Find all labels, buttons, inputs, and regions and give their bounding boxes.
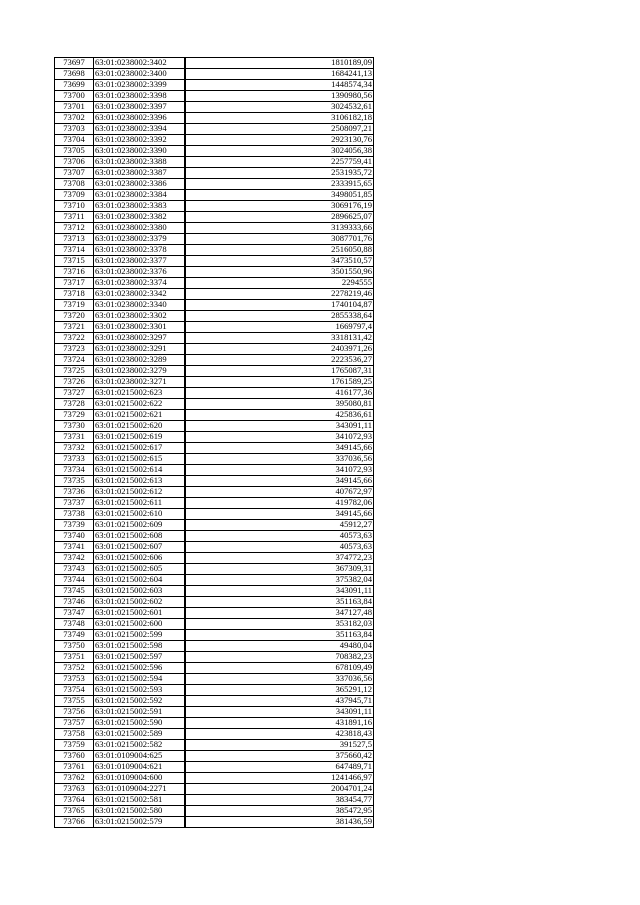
cadastral-number-cell: 63:01:0215002:605 xyxy=(94,564,185,575)
cadastral-value-cell: 49480,04 xyxy=(185,641,374,652)
cadastral-number-cell: 63:01:0109004:600 xyxy=(94,773,185,784)
cadastral-number-cell: 63:01:0238002:3380 xyxy=(94,223,185,234)
cadastral-value-cell: 2004701,24 xyxy=(185,784,374,795)
cadastral-number-cell: 63:01:0215002:600 xyxy=(94,619,185,630)
cadastral-number-cell: 63:01:0238002:3400 xyxy=(94,69,185,80)
table-row xyxy=(55,498,374,509)
table-row xyxy=(55,685,374,696)
row-number-cell: 73710 xyxy=(55,201,94,212)
row-number-cell: 73749 xyxy=(55,630,94,641)
row-number-cell: 73761 xyxy=(55,762,94,773)
cadastral-number-cell: 63:01:0215002:598 xyxy=(94,641,185,652)
table-row xyxy=(55,58,374,69)
cadastral-value-cell: 343091,11 xyxy=(185,586,374,597)
cadastral-number-cell: 63:01:0215002:623 xyxy=(94,388,185,399)
table-row xyxy=(55,146,374,157)
cadastral-value-cell: 341072,93 xyxy=(185,465,374,476)
table-row xyxy=(55,267,374,278)
row-number-cell: 73732 xyxy=(55,443,94,454)
cadastral-number-cell: 63:01:0238002:3384 xyxy=(94,190,185,201)
cadastral-value-cell: 383454,77 xyxy=(185,795,374,806)
cadastral-number-cell: 63:01:0215002:592 xyxy=(94,696,185,707)
cadastral-number-cell: 63:01:0238002:3376 xyxy=(94,267,185,278)
cadastral-value-cell: 2855338,64 xyxy=(185,311,374,322)
table-row xyxy=(55,113,374,124)
table-row xyxy=(55,751,374,762)
row-number-cell: 73743 xyxy=(55,564,94,575)
cadastral-value-cell: 2896625,07 xyxy=(185,212,374,223)
table-row xyxy=(55,784,374,795)
table-row xyxy=(55,179,374,190)
cadastral-number-cell: 63:01:0215002:594 xyxy=(94,674,185,685)
cadastral-value-cell: 2278219,46 xyxy=(185,289,374,300)
cadastral-number-cell: 63:01:0215002:599 xyxy=(94,630,185,641)
cadastral-number-cell: 63:01:0238002:3302 xyxy=(94,311,185,322)
cadastral-number-cell: 63:01:0238002:3342 xyxy=(94,289,185,300)
cadastral-number-cell: 63:01:0238002:3402 xyxy=(94,58,185,69)
cadastral-value-cell: 425836,61 xyxy=(185,410,374,421)
cadastral-value-cell: 647489,71 xyxy=(185,762,374,773)
table-row xyxy=(55,531,374,542)
row-number-cell: 73719 xyxy=(55,300,94,311)
cadastral-value-cell: 2223536,27 xyxy=(185,355,374,366)
row-number-cell: 73730 xyxy=(55,421,94,432)
cadastral-number-cell: 63:01:0238002:3397 xyxy=(94,102,185,113)
cadastral-value-cell: 351163,84 xyxy=(185,630,374,641)
cadastral-number-cell: 63:01:0215002:607 xyxy=(94,542,185,553)
table-row xyxy=(55,289,374,300)
table-row xyxy=(55,410,374,421)
cadastral-value-cell: 1448574,34 xyxy=(185,80,374,91)
cadastral-value-cell: 423818,43 xyxy=(185,729,374,740)
row-number-cell: 73715 xyxy=(55,256,94,267)
row-number-cell: 73745 xyxy=(55,586,94,597)
cadastral-number-cell: 63:01:0238002:3340 xyxy=(94,300,185,311)
cadastral-number-cell: 63:01:0215002:590 xyxy=(94,718,185,729)
row-number-cell: 73754 xyxy=(55,685,94,696)
table-row xyxy=(55,454,374,465)
row-number-cell: 73756 xyxy=(55,707,94,718)
table-row xyxy=(55,465,374,476)
row-number-cell: 73720 xyxy=(55,311,94,322)
row-number-cell: 73765 xyxy=(55,806,94,817)
cadastral-number-cell: 63:01:0215002:580 xyxy=(94,806,185,817)
cadastral-value-cell: 375382,04 xyxy=(185,575,374,586)
cadastral-value-cell: 349145,66 xyxy=(185,476,374,487)
table-row xyxy=(55,377,374,388)
cadastral-value-cell: 391527,5 xyxy=(185,740,374,751)
cadastral-number-cell: 63:01:0215002:614 xyxy=(94,465,185,476)
table-row xyxy=(55,234,374,245)
cadastral-value-cell: 2403971,26 xyxy=(185,344,374,355)
row-number-cell: 73748 xyxy=(55,619,94,630)
cadastral-value-cell: 385472,95 xyxy=(185,806,374,817)
table-row xyxy=(55,201,374,212)
cadastral-value-cell: 2333915,65 xyxy=(185,179,374,190)
cadastral-value-cell: 347127,48 xyxy=(185,608,374,619)
cadastral-number-cell: 63:01:0238002:3388 xyxy=(94,157,185,168)
cadastral-value-cell: 416177,36 xyxy=(185,388,374,399)
cadastral-value-cell: 1740104,87 xyxy=(185,300,374,311)
cadastral-number-cell: 63:01:0238002:3386 xyxy=(94,179,185,190)
table-row xyxy=(55,168,374,179)
table-row xyxy=(55,399,374,410)
cadastral-value-cell: 343091,11 xyxy=(185,421,374,432)
cadastral-value-cell: 353182,03 xyxy=(185,619,374,630)
cadastral-value-cell: 351163,84 xyxy=(185,597,374,608)
table-row xyxy=(55,817,374,828)
row-number-cell: 73763 xyxy=(55,784,94,795)
cadastral-number-cell: 63:01:0215002:591 xyxy=(94,707,185,718)
cadastral-number-cell: 63:01:0238002:3297 xyxy=(94,333,185,344)
table-row xyxy=(55,355,374,366)
row-number-cell: 73758 xyxy=(55,729,94,740)
row-number-cell: 73698 xyxy=(55,69,94,80)
row-number-cell: 73727 xyxy=(55,388,94,399)
cadastral-number-cell: 63:01:0215002:604 xyxy=(94,575,185,586)
row-number-cell: 73751 xyxy=(55,652,94,663)
row-number-cell: 73703 xyxy=(55,124,94,135)
cadastral-number-cell: 63:01:0215002:582 xyxy=(94,740,185,751)
cadastral-number-cell: 63:01:0109004:625 xyxy=(94,751,185,762)
table-row xyxy=(55,674,374,685)
cadastral-number-cell: 63:01:0215002:597 xyxy=(94,652,185,663)
cadastral-number-cell: 63:01:0238002:3383 xyxy=(94,201,185,212)
cadastral-value-cell: 40573,63 xyxy=(185,531,374,542)
cadastral-value-cell: 365291,12 xyxy=(185,685,374,696)
cadastral-value-cell: 2531935,72 xyxy=(185,168,374,179)
cadastral-value-cell: 343091,11 xyxy=(185,707,374,718)
cadastral-value-cell: 1390980,56 xyxy=(185,91,374,102)
row-number-cell: 73757 xyxy=(55,718,94,729)
table-row xyxy=(55,729,374,740)
cadastral-value-cell: 419782,06 xyxy=(185,498,374,509)
cadastral-value-cell: 395080,81 xyxy=(185,399,374,410)
table-row xyxy=(55,388,374,399)
row-number-cell: 73712 xyxy=(55,223,94,234)
cadastral-value-cell: 3501550,96 xyxy=(185,267,374,278)
row-number-cell: 73746 xyxy=(55,597,94,608)
table-row xyxy=(55,553,374,564)
table-row xyxy=(55,773,374,784)
table-row xyxy=(55,157,374,168)
cadastral-value-cell: 1761589,25 xyxy=(185,377,374,388)
cadastral-value-cell: 3087701,76 xyxy=(185,234,374,245)
row-number-cell: 73740 xyxy=(55,531,94,542)
row-number-cell: 73759 xyxy=(55,740,94,751)
cadastral-number-cell: 63:01:0238002:3374 xyxy=(94,278,185,289)
cadastral-value-cell: 407672,97 xyxy=(185,487,374,498)
cadastral-value-cell: 3473510,57 xyxy=(185,256,374,267)
cadastral-value-cell: 341072,93 xyxy=(185,432,374,443)
cadastral-number-cell: 63:01:0215002:602 xyxy=(94,597,185,608)
cadastral-value-cell: 349145,66 xyxy=(185,509,374,520)
table-row xyxy=(55,344,374,355)
cadastral-number-cell: 63:01:0215002:612 xyxy=(94,487,185,498)
row-number-cell: 73716 xyxy=(55,267,94,278)
row-number-cell: 73734 xyxy=(55,465,94,476)
row-number-cell: 73704 xyxy=(55,135,94,146)
table-row xyxy=(55,641,374,652)
row-number-cell: 73714 xyxy=(55,245,94,256)
cadastral-number-cell: 63:01:0215002:609 xyxy=(94,520,185,531)
cadastral-value-cell: 437945,71 xyxy=(185,696,374,707)
cadastral-number-cell: 63:01:0238002:3289 xyxy=(94,355,185,366)
row-number-cell: 73700 xyxy=(55,91,94,102)
cadastral-number-cell: 63:01:0238002:3291 xyxy=(94,344,185,355)
cadastral-number-cell: 63:01:0215002:601 xyxy=(94,608,185,619)
table-row xyxy=(55,102,374,113)
row-number-cell: 73733 xyxy=(55,454,94,465)
table-row xyxy=(55,707,374,718)
cadastral-value-cell: 367309,31 xyxy=(185,564,374,575)
cadastral-value-cell: 375660,42 xyxy=(185,751,374,762)
row-number-cell: 73760 xyxy=(55,751,94,762)
row-number-cell: 73738 xyxy=(55,509,94,520)
cadastral-value-cell: 1810189,09 xyxy=(185,58,374,69)
table-row xyxy=(55,212,374,223)
row-number-cell: 73707 xyxy=(55,168,94,179)
table-row xyxy=(55,256,374,267)
cadastral-number-cell: 63:01:0215002:589 xyxy=(94,729,185,740)
table-row xyxy=(55,80,374,91)
cadastral-number-cell: 63:01:0238002:3392 xyxy=(94,135,185,146)
row-number-cell: 73724 xyxy=(55,355,94,366)
row-number-cell: 73721 xyxy=(55,322,94,333)
cadastral-number-cell: 63:01:0215002:615 xyxy=(94,454,185,465)
row-number-cell: 73742 xyxy=(55,553,94,564)
table-row xyxy=(55,300,374,311)
table-row xyxy=(55,564,374,575)
cadastral-value-cell: 3318131,42 xyxy=(185,333,374,344)
row-number-cell: 73764 xyxy=(55,795,94,806)
table-row xyxy=(55,135,374,146)
cadastral-number-cell: 63:01:0215002:610 xyxy=(94,509,185,520)
row-number-cell: 73706 xyxy=(55,157,94,168)
row-number-cell: 73766 xyxy=(55,817,94,828)
row-number-cell: 73723 xyxy=(55,344,94,355)
cadastral-number-cell: 63:01:0238002:3390 xyxy=(94,146,185,157)
table-row xyxy=(55,575,374,586)
cadastral-number-cell: 63:01:0238002:3301 xyxy=(94,322,185,333)
cadastral-number-cell: 63:01:0238002:3378 xyxy=(94,245,185,256)
table-row xyxy=(55,663,374,674)
row-number-cell: 73762 xyxy=(55,773,94,784)
cadastral-value-cell: 3106182,18 xyxy=(185,113,374,124)
table-row xyxy=(55,223,374,234)
table-row xyxy=(55,718,374,729)
cadastral-number-cell: 63:01:0215002:613 xyxy=(94,476,185,487)
row-number-cell: 73737 xyxy=(55,498,94,509)
table-row xyxy=(55,696,374,707)
cadastral-value-cell: 1669797,4 xyxy=(185,322,374,333)
row-number-cell: 73711 xyxy=(55,212,94,223)
row-number-cell: 73708 xyxy=(55,179,94,190)
row-number-cell: 73735 xyxy=(55,476,94,487)
cadastral-number-cell: 63:01:0238002:3379 xyxy=(94,234,185,245)
row-number-cell: 73697 xyxy=(55,58,94,69)
cadastral-number-cell: 63:01:0238002:3387 xyxy=(94,168,185,179)
row-number-cell: 73750 xyxy=(55,641,94,652)
row-number-cell: 73705 xyxy=(55,146,94,157)
cadastral-number-cell: 63:01:0215002:593 xyxy=(94,685,185,696)
row-number-cell: 73729 xyxy=(55,410,94,421)
cadastral-number-cell: 63:01:0238002:3394 xyxy=(94,124,185,135)
cadastral-number-cell: 63:01:0109004:2271 xyxy=(94,784,185,795)
cadastral-number-cell: 63:01:0215002:620 xyxy=(94,421,185,432)
table-row xyxy=(55,762,374,773)
cadastral-value-cell: 1241466,97 xyxy=(185,773,374,784)
row-number-cell: 73739 xyxy=(55,520,94,531)
table-row xyxy=(55,366,374,377)
table-row xyxy=(55,520,374,531)
cadastral-number-cell: 63:01:0238002:3399 xyxy=(94,80,185,91)
row-number-cell: 73699 xyxy=(55,80,94,91)
table-row xyxy=(55,91,374,102)
table-row xyxy=(55,608,374,619)
cadastral-number-cell: 63:01:0238002:3279 xyxy=(94,366,185,377)
row-number-cell: 73701 xyxy=(55,102,94,113)
cadastral-number-cell: 63:01:0109004:621 xyxy=(94,762,185,773)
row-number-cell: 73752 xyxy=(55,663,94,674)
table-row xyxy=(55,443,374,454)
row-number-cell: 73731 xyxy=(55,432,94,443)
table-row xyxy=(55,740,374,751)
cadastral-number-cell: 63:01:0215002:611 xyxy=(94,498,185,509)
table-row xyxy=(55,806,374,817)
table-row xyxy=(55,333,374,344)
row-number-cell: 73755 xyxy=(55,696,94,707)
table-row xyxy=(55,421,374,432)
table-row xyxy=(55,652,374,663)
row-number-cell: 73718 xyxy=(55,289,94,300)
cadastral-value-cell: 708382,23 xyxy=(185,652,374,663)
cadastral-value-cell: 3024056,38 xyxy=(185,146,374,157)
cadastral-value-cell: 1684241,13 xyxy=(185,69,374,80)
cadastral-number-cell: 63:01:0215002:622 xyxy=(94,399,185,410)
table-row xyxy=(55,487,374,498)
cadastral-value-cell: 3024532,61 xyxy=(185,102,374,113)
cadastral-value-cell: 1765087,31 xyxy=(185,366,374,377)
cadastral-value-cell: 431891,16 xyxy=(185,718,374,729)
table-row xyxy=(55,509,374,520)
table-row xyxy=(55,630,374,641)
cadastral-number-cell: 63:01:0215002:619 xyxy=(94,432,185,443)
cadastral-value-cell: 40573,63 xyxy=(185,542,374,553)
cadastral-value-cell: 3069176,19 xyxy=(185,201,374,212)
cadastral-value-cell: 2257759,41 xyxy=(185,157,374,168)
cadastral-value-cell: 337036,56 xyxy=(185,454,374,465)
table-row xyxy=(55,586,374,597)
table-row xyxy=(55,619,374,630)
cadastral-value-cell: 45912,27 xyxy=(185,520,374,531)
cadastral-number-cell: 63:01:0215002:621 xyxy=(94,410,185,421)
cadastral-number-cell: 63:01:0238002:3396 xyxy=(94,113,185,124)
table-row xyxy=(55,278,374,289)
row-number-cell: 73713 xyxy=(55,234,94,245)
row-number-cell: 73744 xyxy=(55,575,94,586)
row-number-cell: 73725 xyxy=(55,366,94,377)
cadastral-value-cell: 381436,59 xyxy=(185,817,374,828)
table-body xyxy=(55,58,374,828)
cadastral-value-cell: 374772,23 xyxy=(185,553,374,564)
table-row xyxy=(55,542,374,553)
row-number-cell: 73709 xyxy=(55,190,94,201)
table-row xyxy=(55,322,374,333)
row-number-cell: 73717 xyxy=(55,278,94,289)
table-row xyxy=(55,476,374,487)
row-number-cell: 73741 xyxy=(55,542,94,553)
table-row xyxy=(55,124,374,135)
cadastral-number-cell: 63:01:0215002:579 xyxy=(94,817,185,828)
cadastral-value-cell: 349145,66 xyxy=(185,443,374,454)
table-row xyxy=(55,597,374,608)
cadastral-number-cell: 63:01:0238002:3398 xyxy=(94,91,185,102)
cadastral-value-cell: 2294555 xyxy=(185,278,374,289)
cadastral-value-cell: 2508097,21 xyxy=(185,124,374,135)
table-row xyxy=(55,432,374,443)
cadastral-number-cell: 63:01:0238002:3382 xyxy=(94,212,185,223)
cadastral-number-cell: 63:01:0215002:596 xyxy=(94,663,185,674)
row-number-cell: 73722 xyxy=(55,333,94,344)
cadastral-value-cell: 337036,56 xyxy=(185,674,374,685)
table-row xyxy=(55,190,374,201)
row-number-cell: 73726 xyxy=(55,377,94,388)
cadastral-value-cell: 3498051,85 xyxy=(185,190,374,201)
cadastral-value-cell: 678109,49 xyxy=(185,663,374,674)
cadastral-number-cell: 63:01:0215002:581 xyxy=(94,795,185,806)
cadastral-value-table xyxy=(54,57,374,828)
row-number-cell: 73747 xyxy=(55,608,94,619)
cadastral-number-cell: 63:01:0238002:3377 xyxy=(94,256,185,267)
cadastral-number-cell: 63:01:0215002:606 xyxy=(94,553,185,564)
table-row xyxy=(55,311,374,322)
table-row xyxy=(55,245,374,256)
row-number-cell: 73753 xyxy=(55,674,94,685)
row-number-cell: 73702 xyxy=(55,113,94,124)
cadastral-number-cell: 63:01:0238002:3271 xyxy=(94,377,185,388)
cadastral-number-cell: 63:01:0215002:608 xyxy=(94,531,185,542)
table-row xyxy=(55,795,374,806)
cadastral-value-cell: 3139333,66 xyxy=(185,223,374,234)
cadastral-value-cell: 2516050,88 xyxy=(185,245,374,256)
table-row xyxy=(55,69,374,80)
row-number-cell: 73728 xyxy=(55,399,94,410)
row-number-cell: 73736 xyxy=(55,487,94,498)
cadastral-number-cell: 63:01:0215002:617 xyxy=(94,443,185,454)
cadastral-number-cell: 63:01:0215002:603 xyxy=(94,586,185,597)
cadastral-value-cell: 2923130,76 xyxy=(185,135,374,146)
